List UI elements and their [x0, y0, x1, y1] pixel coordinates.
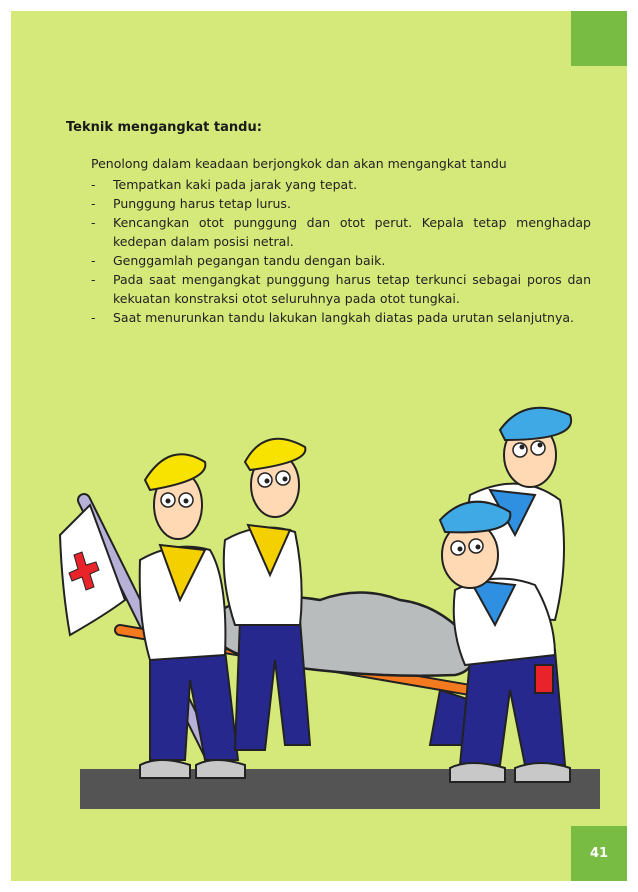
rescuer-back-left	[224, 439, 310, 750]
intro-text: Penolong dalam keadaan berjongkok dan akan mengangkat tandu	[91, 156, 507, 171]
page-number: 41	[589, 846, 609, 861]
list-item: - Saat menurunkan tandu lakukan langkah diatas pada urutan selanjutnya.	[91, 310, 574, 325]
list-item: - Genggamlah pegangan tandu dengan baik.	[91, 253, 386, 268]
list-item: - Kencangkan otot punggung dan otot perut. Kepala tetap menghadap kedepan dalam posisi netral.	[91, 215, 591, 249]
section-heading: Teknik mengangkat tandu:	[66, 120, 262, 135]
list-item: - Tempatkan kaki pada jarak yang tepat.	[91, 177, 358, 192]
list-item: - Punggung harus tetap lurus.	[91, 196, 291, 211]
list-item: - Pada saat mengangkat punggung harus tetap terkunci sebagai poros dan kekuatan konstraksi otot seluruhnya pada otot tungkai.	[91, 272, 591, 306]
